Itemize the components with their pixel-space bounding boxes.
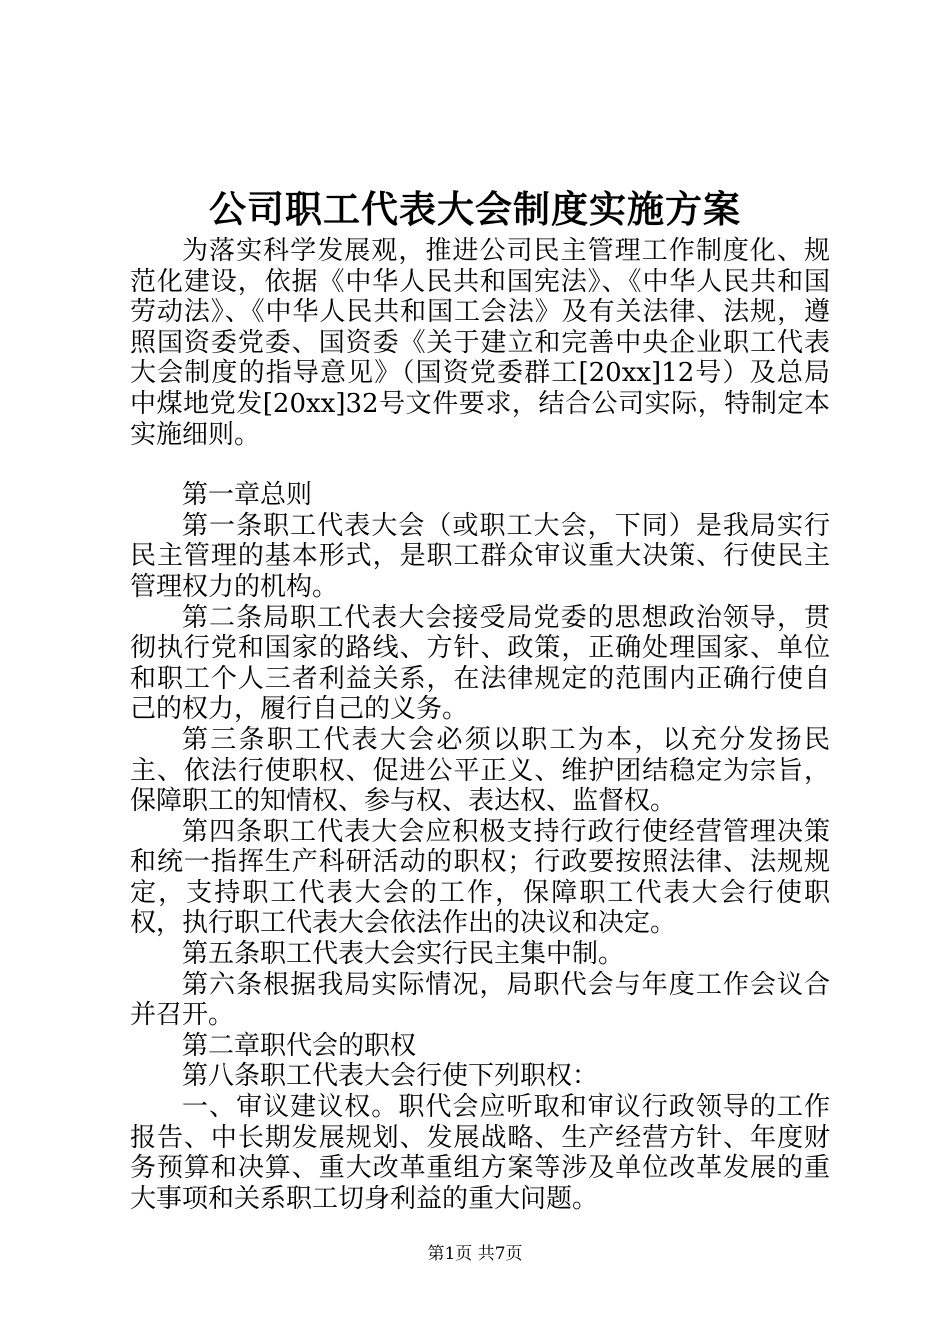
article-2: 第二条局职工代表大会接受局党委的思想政治领导，贯彻执行党和国家的路线、方针、政策，正确处理国家、单位和职工个人三者利益关系，在法律规定的范围内正确行使自己的权力，履行自己的义务。 xyxy=(130,602,830,725)
article-8: 第八条职工代表大会行使下列职权： xyxy=(182,1061,599,1092)
chapter-heading-2: 第二章职代会的职权 xyxy=(182,1030,417,1061)
document-title: 公司职工代表大会制度实施方案 xyxy=(209,187,741,231)
chapter-heading-1: 第一章总则 xyxy=(182,480,313,511)
article-4: 第四条职工代表大会应积极支持行政行使经营管理决策和统一指挥生产科研活动的职权；行政要按照法律、法规规定，支持职工代表大会的工作，保障职工代表大会行使职权，执行职工代表大会依法作出的决议和决定。 xyxy=(130,816,830,939)
article-1: 第一条职工代表大会（或职工大会，下同）是我局实行民主管理的基本形式，是职工群众审议重大决策、行使民主管理权力的机构。 xyxy=(130,510,830,602)
article-5: 第五条职工代表大会实行民主集中制。 xyxy=(182,939,625,970)
document-body xyxy=(130,236,830,1214)
article-8-item-1: 一、审议建议权。职代会应听取和审议行政领导的工作报告、中长期发展规划、发展战略、生产经营方针、年度财务预算和决算、重大改革重组方案等涉及单位改革发展的重大事项和关系职工切身利益的重大问题。 xyxy=(130,1092,830,1214)
page-footer: 第1页 共7页 xyxy=(427,1244,523,1264)
article-3: 第三条职工代表大会必须以职工为本，以充分发扬民主、依法行使职权、促进公平正义、维护团结稳定为宗旨，保障职工的知情权、参与权、表达权、监督权。 xyxy=(130,724,830,817)
paragraph-intro: 为落实科学发展观，推进公司民主管理工作制度化、规范化建设，依据《中华人民共和国宪法》、《中华人民共和国劳动法》、《中华人民共和国工会法》及有关法律、法规，遵照国资委党委、国资委《关于建立和完善中央企业职工代表大会制度的指导意见》（国资党委群工[20xx]12号）及总局中煤地党发[20xx]32号文件要求，结合公司实际，特制定本实施细则。 xyxy=(130,236,830,450)
article-6: 第六条根据我局实际情况，局职代会与年度工作会议合并召开。 xyxy=(130,969,830,1031)
